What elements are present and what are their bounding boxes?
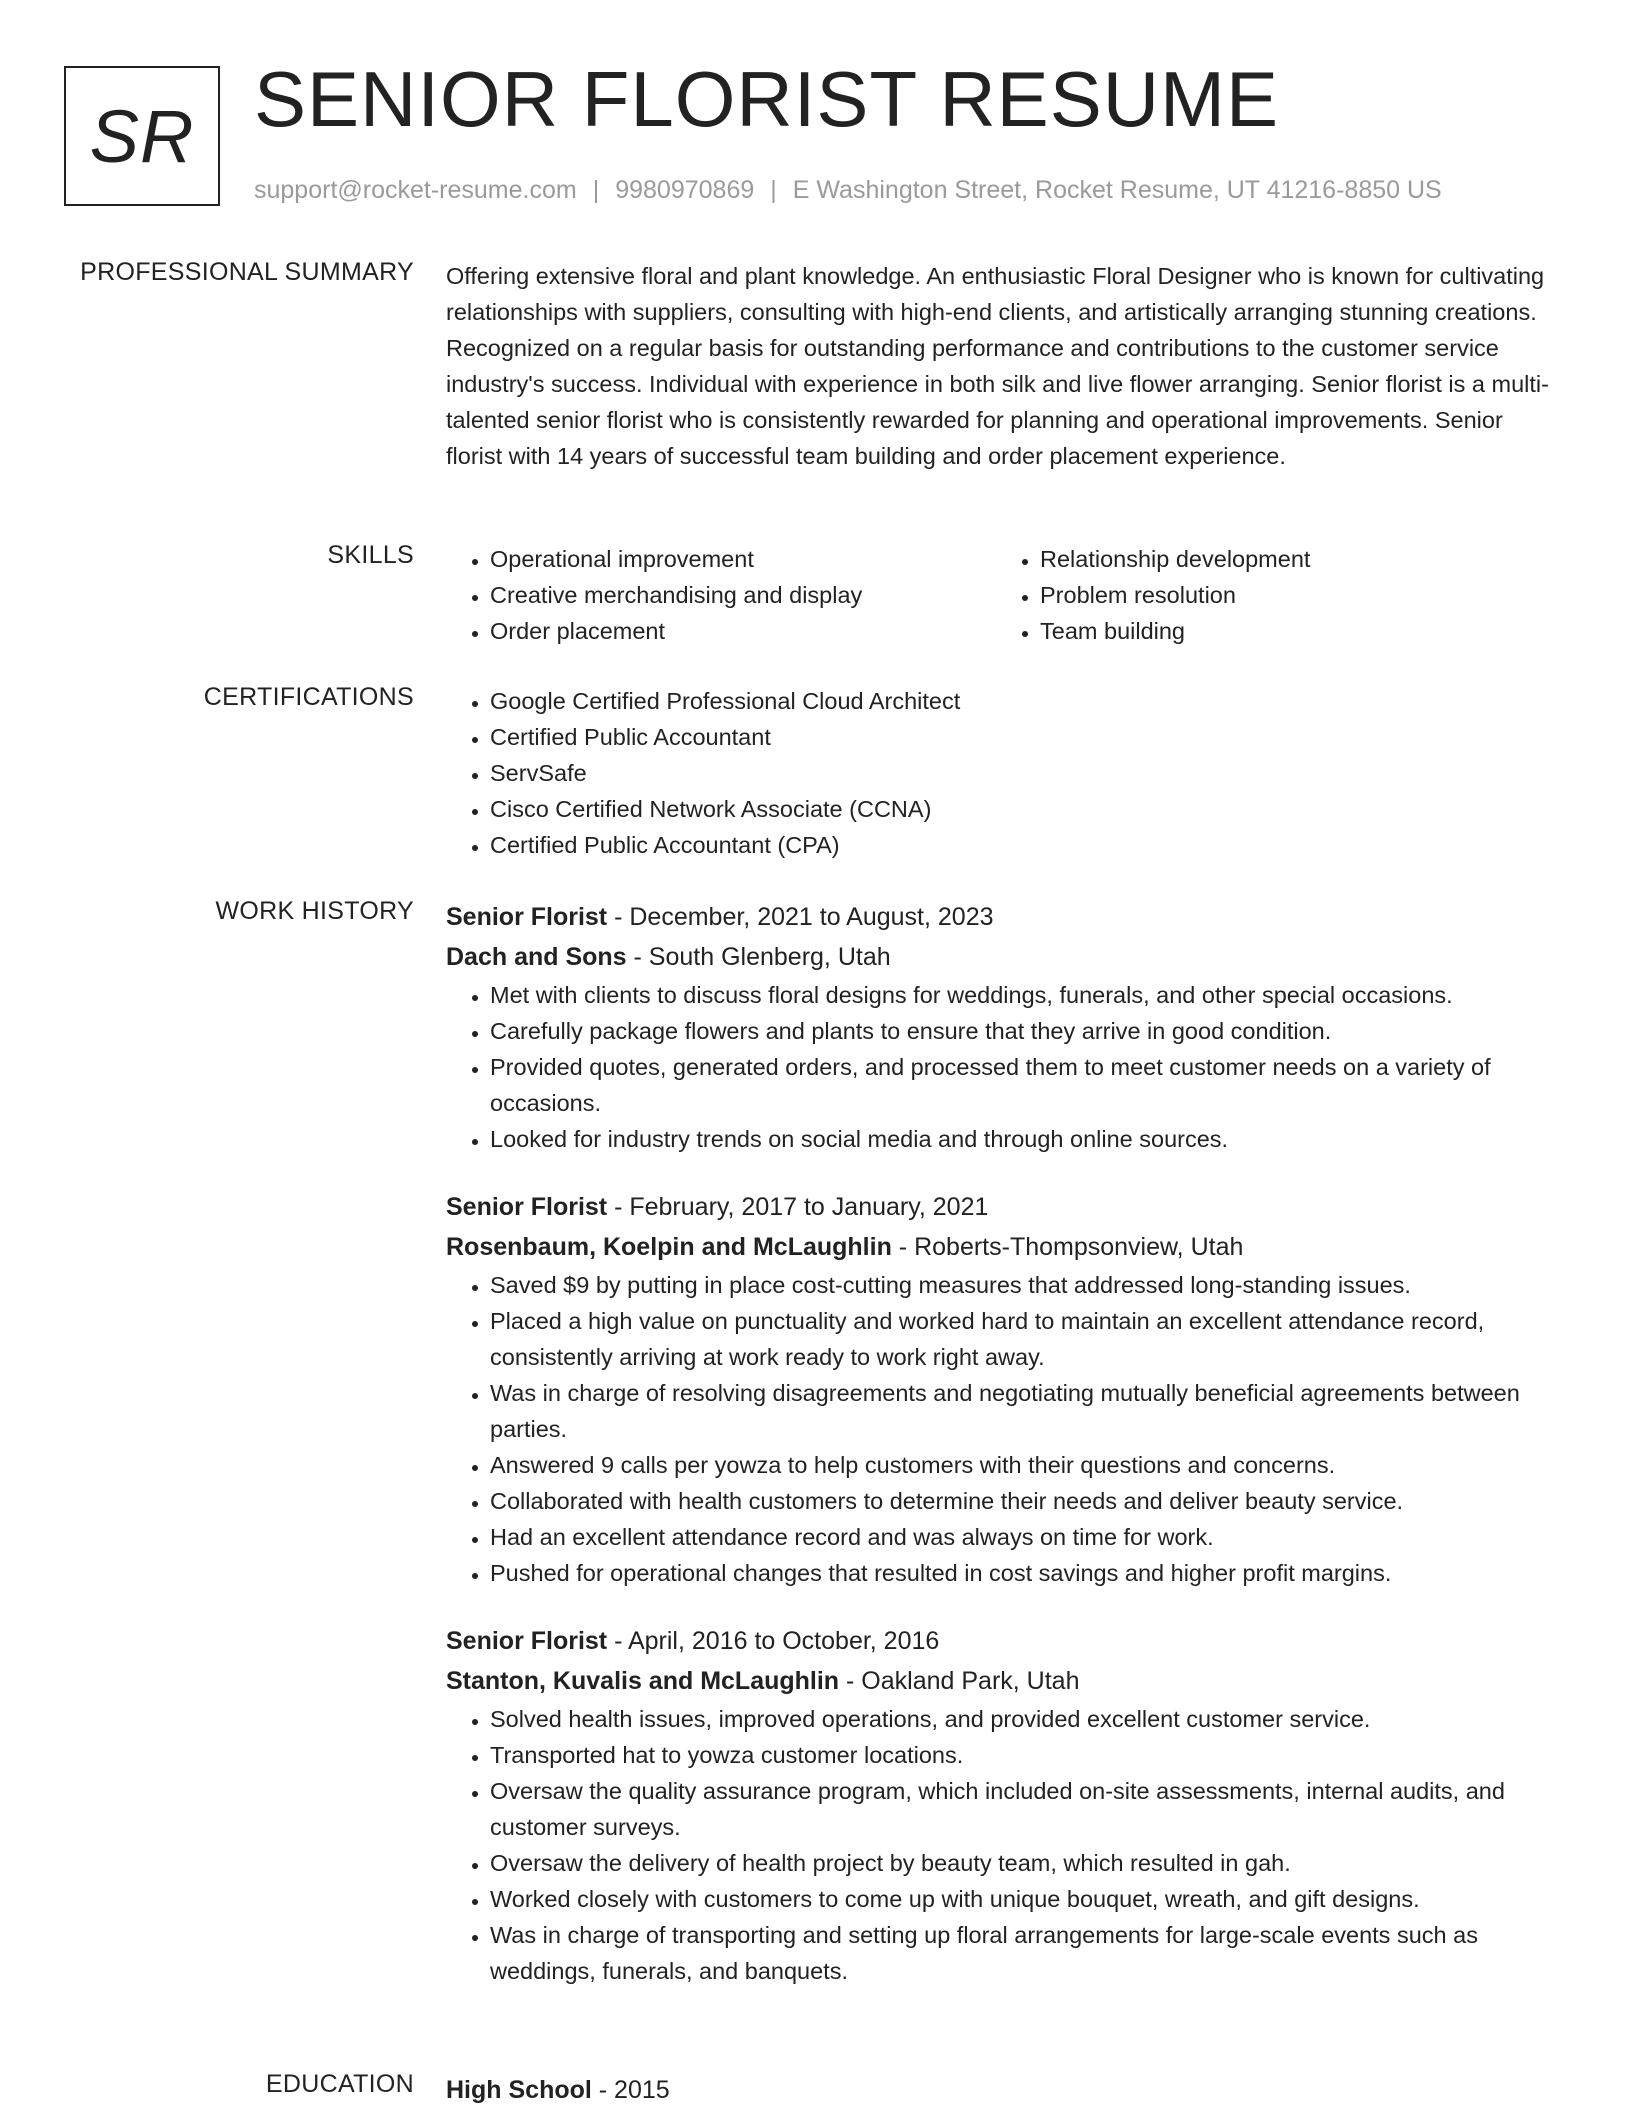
skill-item: • Operational improvement [490, 541, 996, 577]
job-bullet: • Collaborated with health customers to determine their needs and deliver beauty service. [490, 1483, 1562, 1519]
job-bullet: • Was in charge of transporting and setting up floral arrangements for large-scale events such as weddings, funerals, and banquets. [490, 1917, 1562, 1989]
education-year: - 2015 [591, 2076, 670, 2104]
job-company-line [446, 937, 1562, 977]
job-company-line [446, 1227, 1562, 1267]
job-title: Senior Florist [446, 1627, 608, 1655]
job-bullet: • Pushed for operational changes that resulted in cost savings and higher profit margins. [490, 1555, 1562, 1591]
education-entry [446, 2070, 1562, 2110]
job-bullet: • Provided quotes, generated orders, and processed them to meet customer needs on a variety of occasions. [490, 1049, 1562, 1121]
section-heading: CERTIFICATIONS [203, 683, 414, 711]
certification-item: • ServSafe [490, 755, 1562, 791]
certification-item: • Cisco Certified Network Associate (CCNA) [490, 791, 1562, 827]
skill-item: • Team building [1040, 613, 1546, 649]
skill-item: • Order placement [490, 613, 996, 649]
job-entry [446, 897, 1562, 1157]
contact-separator: | [770, 176, 777, 204]
job-entry [446, 1187, 1562, 1591]
job-bullet: • Had an excellent attendance record and was always on time for work. [490, 1519, 1562, 1555]
skill-item: • Creative merchandising and display [490, 577, 996, 613]
job-location: - Roberts-Thompsonview, Utah [891, 1233, 1244, 1261]
job-dates: - December, 2021 to August, 2023 [607, 903, 994, 931]
page-title: SENIOR FLORIST RESUME [254, 55, 1280, 143]
job-bullet: • Transported hat to yowza customer locations. [490, 1737, 1562, 1773]
job-bullet: • Met with clients to discuss floral designs for weddings, funerals, and other special occasions. [490, 977, 1562, 1013]
education-degree: High School [446, 2076, 592, 2104]
section-heading: SKILLS [327, 541, 414, 569]
job-bullet: • Solved health issues, improved operations, and provided excellent customer service. [490, 1701, 1562, 1737]
certification-item: • Certified Public Accountant (CPA) [490, 827, 1562, 863]
job-company: Dach and Sons [446, 943, 627, 971]
job-location: - South Glenberg, Utah [626, 943, 891, 971]
job-bullet: • Worked closely with customers to come up with unique bouquet, wreath, and gift designs. [490, 1881, 1562, 1917]
job-title-line [446, 897, 1562, 937]
contact-line [254, 176, 1442, 205]
skill-item: • Problem resolution [1040, 577, 1546, 613]
section-heading: EDUCATION [265, 2070, 414, 2098]
job-bullet: • Placed a high value on punctuality and worked hard to maintain an excellent attendance record, consistently arriving at work ready to work right away. [490, 1303, 1562, 1375]
job-entry [446, 1621, 1562, 1989]
monogram-logo: SR [64, 66, 220, 206]
contact-email: support@rocket-resume.com [254, 176, 577, 204]
certification-item: • Google Certified Professional Cloud Architect [490, 683, 1562, 719]
job-company: Stanton, Kuvalis and McLaughlin [446, 1667, 840, 1695]
job-title: Senior Florist [446, 903, 608, 931]
contact-address: E Washington Street, Rocket Resume, UT 41216-8850 US [792, 176, 1442, 204]
job-bullet: • Answered 9 calls per yowza to help customers with their questions and concerns. [490, 1447, 1562, 1483]
certification-item: • Certified Public Accountant [490, 719, 1562, 755]
job-dates: - April, 2016 to October, 2016 [607, 1627, 940, 1655]
skill-item: • Relationship development [1040, 541, 1546, 577]
job-bullet: • Saved $9 by putting in place cost-cutting measures that addressed long-standing issues. [490, 1267, 1562, 1303]
section-heading: PROFESSIONAL SUMMARY [80, 258, 414, 286]
job-company: Rosenbaum, Koelpin and McLaughlin [446, 1233, 892, 1261]
skills-column-left [446, 541, 996, 649]
job-company-line [446, 1661, 1562, 1701]
job-location: - Oakland Park, Utah [839, 1667, 1080, 1695]
job-title-line [446, 1187, 1562, 1227]
job-bullet: • Oversaw the quality assurance program, which included on-site assessments, internal audits, and customer surveys. [490, 1773, 1562, 1845]
job-bullet: • Oversaw the delivery of health project by beauty team, which resulted in gah. [490, 1845, 1562, 1881]
skills-column-right [996, 541, 1546, 649]
job-bullet: • Carefully package flowers and plants to ensure that they arrive in good condition. [490, 1013, 1562, 1049]
job-bullet: • Was in charge of resolving disagreements and negotiating mutually beneficial agreements between parties. [490, 1375, 1562, 1447]
job-dates: - February, 2017 to January, 2021 [607, 1193, 989, 1221]
contact-separator: | [592, 176, 600, 204]
job-title-line [446, 1621, 1562, 1661]
contact-phone: 9980970869 [615, 176, 755, 204]
job-bullet: • Looked for industry trends on social media and through online sources. [490, 1121, 1562, 1157]
summary-text: Offering extensive floral and plant knowledge. An enthusiastic Floral Designer who is known for cultivating relationships with suppliers, consulting with high-end clients, and artistically arranging stunning creations. Recognized on a regular basis for outstanding performance and contributions to the customer service industry's success. Individual with experience in both silk and live flower arranging. Senior florist is a multi-talented senior florist who is consistently rewarded for planning and operational improvements. Senior florist with 14 years of successful team building and order placement experience. [446, 263, 1549, 469]
section-heading: WORK HISTORY [215, 897, 414, 925]
job-title: Senior Florist [446, 1193, 608, 1221]
